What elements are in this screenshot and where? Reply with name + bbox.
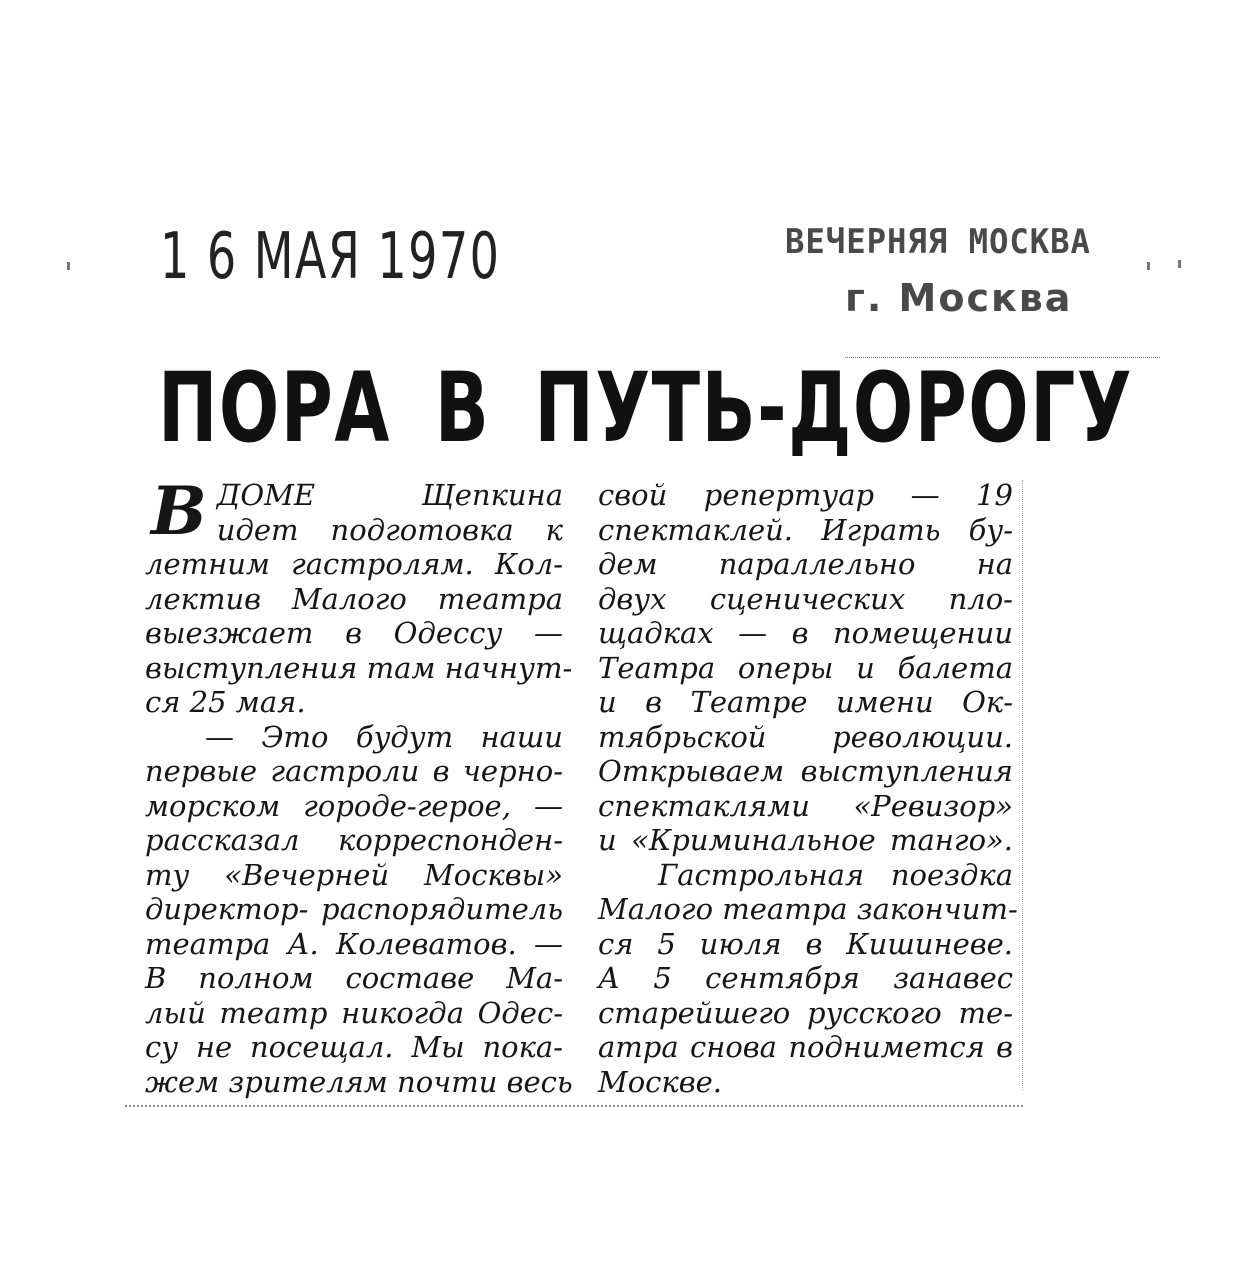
article-line: тябрьской революции. bbox=[598, 719, 1013, 754]
scan-speck bbox=[1178, 260, 1181, 268]
article-column-left bbox=[145, 472, 573, 1099]
source-paper-name: ВЕЧЕРНЯЯ МОСКВА bbox=[785, 222, 1091, 262]
article-line: жем зрителям почти весь bbox=[145, 1064, 573, 1099]
article-line: директор- распорядитель bbox=[145, 892, 563, 926]
article-line: выезжает в Одессу — bbox=[145, 616, 563, 650]
scan-speck bbox=[1147, 262, 1150, 270]
bottom-divider bbox=[125, 1105, 1023, 1107]
article-line: старейшего русского те- bbox=[598, 995, 1013, 1030]
article-line: летним гастролям. Кол- bbox=[145, 547, 563, 581]
article-line: ся 5 июля в Кишиневе. bbox=[598, 926, 1013, 961]
drop-cap: В bbox=[151, 472, 207, 550]
article-line: идет подготовка к bbox=[216, 512, 563, 547]
article-line: рассказал корреспонден- bbox=[145, 823, 563, 857]
source-city: г. Москва bbox=[845, 276, 1073, 320]
article-line: Малого театра закончит- bbox=[598, 892, 1018, 926]
article-line: Театра оперы и балета bbox=[598, 650, 1013, 685]
article-line: Открываем выступления bbox=[598, 754, 1013, 788]
article-line: ту «Вечерней Москвы» bbox=[145, 857, 563, 892]
article-line: — Это будут наши bbox=[205, 719, 563, 754]
article-line: су не посещал. Мы пока- bbox=[145, 1030, 563, 1064]
article-line: лектив Малого театра bbox=[145, 581, 563, 616]
article-line: первые гастроли в черно- bbox=[145, 754, 563, 788]
article-line: дем параллельно на bbox=[598, 547, 1013, 581]
column-border bbox=[1022, 480, 1023, 1090]
date-stamp: 1 6 МАЯ 1970 bbox=[160, 220, 501, 294]
article-line: Гастрольная поездка bbox=[658, 857, 1013, 892]
article-line: театра А. Колеватов. — bbox=[145, 926, 563, 961]
article-line: и в Театре имени Ок- bbox=[598, 685, 1013, 719]
article-line: свой репертуар — 19 bbox=[598, 478, 1013, 512]
article-line: В полном составе Ма- bbox=[145, 961, 563, 995]
article-headline: ПОРА В ПУТЬ-ДОРОГУ bbox=[158, 352, 1134, 464]
article-line: атра снова поднимется в bbox=[598, 1030, 1013, 1064]
article-line: спектаклями «Ревизор» bbox=[598, 788, 1013, 823]
article-line: двух сценических пло- bbox=[598, 581, 1013, 616]
article-line: выступления там начнут- bbox=[145, 650, 573, 685]
article-line: ДОМЕ Щепкина bbox=[216, 478, 563, 512]
article-column-right bbox=[598, 478, 1018, 1099]
article-line: щадках — в помещении bbox=[598, 616, 1013, 650]
article-line: А 5 сентября занавес bbox=[598, 961, 1013, 995]
article-line: лый театр никогда Одес- bbox=[145, 995, 563, 1030]
article-line: и «Криминальное танго». bbox=[598, 823, 1013, 857]
scan-speck bbox=[67, 262, 70, 270]
article-line: Москве. bbox=[598, 1064, 722, 1099]
article-line: ся 25 мая. bbox=[145, 685, 306, 719]
article-line: морском городе-герое, — bbox=[145, 788, 563, 823]
article-line: спектаклей. Играть бу- bbox=[598, 512, 1013, 547]
source-stamp bbox=[785, 222, 1125, 320]
